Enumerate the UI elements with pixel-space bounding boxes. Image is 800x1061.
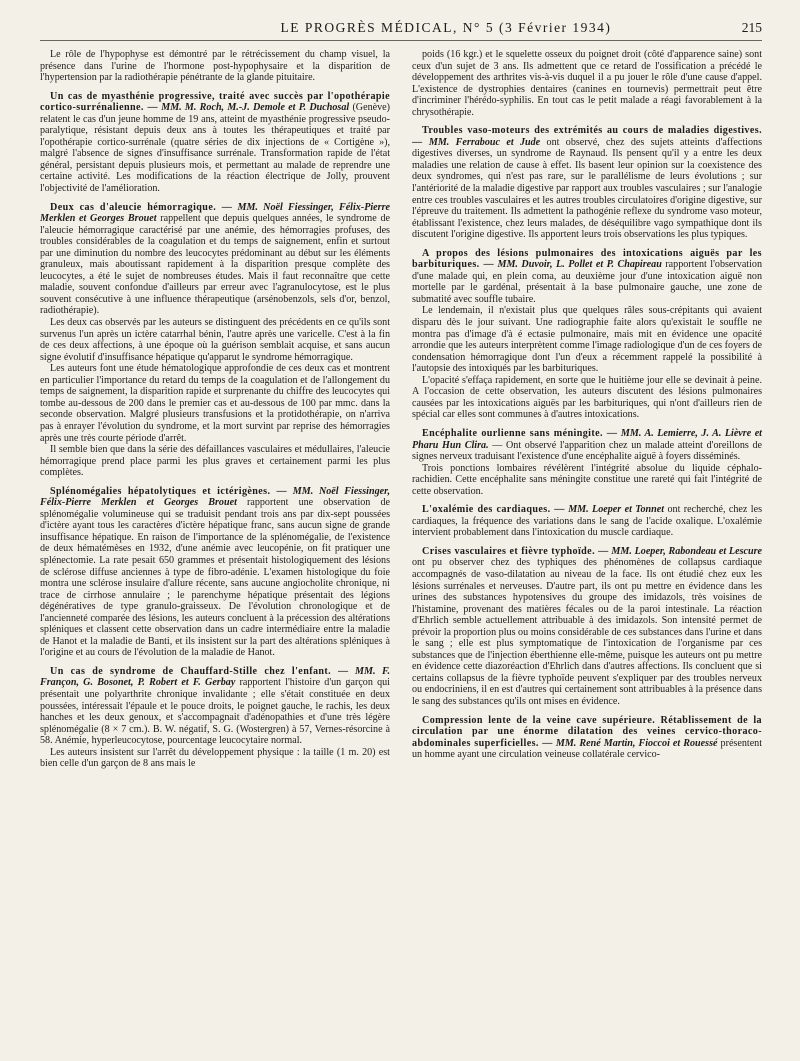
paragraph-text: ont recherché, chez les cardiaques, la fréquence des variations dans le sang de l'acide oxalique. L'oxalémie intervient probablement dans l'intoxication du muscle cardiaque. — [412, 504, 763, 539]
article-paragraph — [412, 49, 762, 118]
article-title: Compression lente de la veine cave supérieure. Rétablissement de la circulation par une énorme dilatation des veines cervico-thoraco-abdominales superficielles. — — [412, 714, 762, 749]
paragraph-text: L'opacité s'effaça rapidement, en sorte que le huitième jour elle se devinait à peine. A l'occasion de cette observation, les auteurs discutent des lésions pulmonaires causées par les intoxications aiguës par les barbituriques, qui n'ont d'ailleurs rien de spécial car elles sont communes à d'autres intoxications. — [412, 374, 762, 421]
article-title: L'oxalémie des cardiaques. — — [422, 504, 565, 516]
article-title: Un cas de myasthénie progressive, traité avec succès par l'opothérapie cortico-surrénalienne. — — [40, 90, 390, 114]
paragraph-text: ont pu observer chez des typhiques des phénomènes de collapsus cardiaque accompagnés de vaso-dilatation au niveau de la face. Ils ont étudié chez eux les lésions surrénales et nerveuses. D'autre part, ils ont pu mettre en évidence dans les urines des substances hypotensives du groupe des imidazols, très voisines de l'histamine, provenant des matières fécales ou de la paroi intestinale. La réaction d'Ehrlich semble actuellement attribuable à des imidazols. Son intensité permet de prévoir la proportion plus ou moins considérable de ces substances dans l'urine et dans le sang ; elle est plus symptomatique de l'intoxication de l'organisme par ces substances que de l'injection éberthienne elle-même, puisque les auteurs ont pu mettre en évidence cette diazoréaction d'Ehrlich dans d'autres affections. Ils concluent que si certains collapsus de la fièvre typhoïde peuvent s'expliquer par des troubles nerveux ou endocriniens, il en est d'autres qui certainement sont attribuables à la présence dans le sang des substances qu'ils ont mises en évidence. — [412, 557, 762, 707]
article-title: Un cas de syndrome de Chauffard-Stille chez l'enfant. — — [50, 665, 349, 677]
article-authors: MM. F. Françon, G. Bosonet, P. Robert et F. Gerbay — [40, 665, 390, 689]
paragraph-text: présentent un homme ayant une circulation veineuse collatérale cervico- — [412, 737, 763, 761]
paragraph-text: Les auteurs font une étude hématologique approfondie de ces deux cas et montrent en particulier l'importance du retard du temps de la coagulation et de l'allongement du temps de saignement, la disparition rapide et surprenante du chiffre des leucocytes qui tombe au-dessous de 200 dans le premier cas et au-dessous de 100 par mmc. dans la seconde observation. Malgré plusieurs transfusions et la protidothérapie, on n'arriva pas à enrayer l'évolution du syndrome, et la mort survint par reprise des hémorragies après une très courte période d'arrêt. — [40, 363, 390, 444]
article-title: Splénomégalies hépatolytiques et ictérigènes. — — [50, 485, 288, 497]
article-paragraph — [40, 486, 390, 659]
article-oxalemie — [412, 504, 762, 539]
article-paragraph — [412, 715, 762, 761]
text-columns — [40, 49, 762, 777]
article-authors: MM. A. Lemierre, J. A. Lièvre et Pharu Hun Clira. — [412, 427, 762, 451]
article-vaso-moteurs — [412, 125, 762, 240]
article-title: Crises vasculaires et fièvre typhoïde. — — [422, 545, 609, 557]
paragraph-text: poids (16 kgr.) et le squelette osseux du poignet droit (côté d'apparence saine) sont ceux d'un sujet de 3 ans. Ils admettent que ce retard de l'ossification a précédé le développement des arthrites vis-à-vis duquel il a pu jouer le rôle d'une cause d'appel. L'existence de dystrophies dentaires (canines en tournevis) permettrait peut être d'incriminer l'hérédo-syphilis. En tout cas le petit malade a réagi favorablement à la chrysothérapie. — [412, 49, 762, 118]
article-splenomegalies — [40, 486, 390, 659]
article-veine-cave — [412, 715, 762, 761]
paragraph-text: Le rôle de l'hypophyse est démontré par le rétrécissement du champ visuel, la présence dans l'urine de l'hormone post-hypophysaire et la disparition de l'hypertension par la radiothérapie pénétrante de la glande pituitaire. — [40, 49, 390, 84]
article-title: A propos des lésions pulmonaires des intoxications aiguës par les barbituriques. — — [412, 247, 762, 271]
article-typhoide — [412, 546, 762, 708]
article-title: Encéphalite ourlienne sans méningite. — — [422, 427, 618, 439]
article-myasthenie — [40, 91, 390, 195]
article-encephalite — [412, 428, 762, 497]
article-paragraph — [40, 91, 390, 195]
article-authors: MM. Loeper, Rabondeau et Lescure — [611, 545, 762, 557]
paragraph-text: — Ont observé l'apparition chez un malade atteint d'oreillons de signes nerveux traduisant l'existence d'une encéphalite aiguë à foyers disséminés. — [412, 439, 762, 463]
journal-header-title: LE PROGRÈS MÉDICAL, N° 5 (3 Février 1934) — [280, 20, 612, 35]
page-number: 215 — [741, 20, 762, 35]
paragraph-text: rapportent l'histoire d'un garçon qui présentait une polyarthrite chronique invalidante ; elle s'était constituée en deux poussées, intéressait l'épaule et le pouce droits, le poignet gauche, le rachis, les deux hanches et les deux genoux, et s'accompagnait d'adénopathies et d'une très légère splénomégalie (8 × 7 cm.). B. W. négatif, S. G. (Wostergren) à 57, Vernes-résorcine à 58. Anémie, hyperleucocytose, pourcentage leucocytaire normal. — [40, 677, 390, 747]
paragraph-text: (Genève) relatent le cas d'un jeune homme de 19 ans, atteint de myasthénie progressive pseudo-paralytique, résistant depuis deux ans à toutes les thérapeutiques et traité par l'opothérapie cortico-surrénale (quatre séries de dix injections de « Cortigène »), malgré l'absence de signes d'insuffisance surrénale. Transformation rapide de l'état général, persistant depuis plusieurs mois, et permettant au malade de reprendre une certaine activité. Les modifications de la réaction électrique de Jolly, prouvent l'objectivité de l'amélioration. — [40, 102, 390, 195]
running-head — [40, 18, 762, 41]
article-authors: MM. Noël Fiessinger, Félix-Pierre Merklen et Georges Brouet — [40, 485, 390, 509]
article-paragraph — [40, 666, 390, 747]
article-paragraph — [412, 248, 762, 306]
paragraph-text: Les deux cas observés par les auteurs se distinguent des précédents en ce qu'ils sont survenus l'un après un ictère catarrhal bénin, l'autre après une varicelle. C'est à la fin de ces deux affections, à une époque où la guérison semblait acquise, et sans aucun signe évolutif d'insuffisance hépatique qu'apparut le syndrome hémorragique. — [40, 317, 390, 363]
paragraph-text: Il semble bien que dans la série des défaillances vasculaires et médullaires, l'aleucie hémorragique prend place parmi les plus graves et certainement parmi les plus complètes. — [40, 444, 390, 479]
article-suite — [412, 49, 762, 118]
article-paragraph — [40, 49, 390, 84]
article-authors: MM. M. Roch, M.-J. Demole et P. Duchosal — [161, 102, 350, 114]
paragraph-text: rappellent que depuis quelques années, le syndrome de l'aleucie hémorragique caractérisé par une anémie, des hémorragies profuses, des troubles considérables de la coagulation et du temps de saignement, enfin et surtout par une diminution du nombre des leucocytes prédominant au début sur les éléments granuleux, mais aboutissant rapidement à la disparition presque complète des leucocytes, a été le sujet de nombreuses études. Mais il faut reconnaître que cette maladie, souvent confondue d'ailleurs par erreur avec l'agranulocytose, est le plus souvent consécutive à une influence thérapeutique (arsénobenzols, sels d'or, benzol, radiothérapie). — [40, 213, 390, 317]
article-paragraph — [412, 375, 762, 421]
article-barbituriques — [412, 248, 762, 421]
article-paragraph — [412, 305, 762, 374]
paragraph-text: rapportent l'observation d'une malade qui, en plein coma, au deuxième jour d'une intoxication aiguë non mortelle par le gardénal, présentait à la base pulmonaire gauche, une zone de submatité avec souffle tubaire. — [412, 259, 762, 305]
right-column — [412, 49, 762, 777]
article-paragraph — [40, 317, 390, 363]
article-authors: MM. Noël Fiessinger, Félix-Pierre Merklen et Georges Brouet — [40, 201, 390, 225]
article-chauffard — [40, 666, 390, 770]
article-authors: MM. René Martin, Fioccoi et Rouessé — [555, 737, 718, 749]
paragraph-text: rapportent une observation de splénomégalie volumineuse qui se traduisit pendant trois ans par dix-sept poussées d'ictère ayant tous les caractères d'ictère hépatique franc, sans aucun signe de grande insuffisance hépatique. En raison de l'importance de la splénomégalie, de l'existence de deux hématémèses en 1932, d'une anémie avec leucopénie, on fit pratiquer une splénectomie. La rate pesait 650 grammes et présentait histologiquement des lésions de sclérose diffuse anciennes à type de fibro-adénie. L'examen histologique du foie montra une sclérose insulaire d'allure récente, sans aucune angiocholite chronique, ni trace de cirrhose annulaire ; le parenchyme hépatique présentait des légions dégénératives de type granulo-graisseux. De l'évolution chronologique et de l'ancienneté comparée des lésions, les auteurs concluent à la précession des altérations spléniques et classent cette observation dans un cadre intermédiaire entre la maladie de Hanot et la maladie de Banti, et ils insistent sur la part des altérations spléniques à l'origine et au cours de l'évolution de la maladie de Hanot. — [40, 497, 390, 659]
article-paragraph — [412, 504, 762, 539]
article-paragraph — [40, 363, 390, 444]
paragraph-text: ont observé, chez des sujets atteints d'affections digestives diverses, un syndrome de Raynaud. Ils pensent qu'il y a entre les deux maladies une relation de cause à effet. Ils basent leur opinion sur la coexistence des deux syndromes, qui n'est pas rare, sur le parallélisme de leurs évolutions ; sur l'antériorité de la maladie digestive par rapport aux troubles vasculaires ; sur l'analogie entre ces troubles vasculaires et les autres troubles circulatoires d'origine digestive, sur l'épreuve du traitement. Ils admettent la pathogénie reflexe du syndrome vaso moteur, établissant l'existence, chez leurs malades, de déséquilibre vago sympathique dont ils discutent l'origine digestive. Ils apportent leurs trois observations les plus typiques. — [412, 136, 763, 241]
article-authors: MM. Loeper et Tonnet — [568, 504, 665, 516]
paragraph-text: Le lendemain, il n'existait plus que quelques râles sous-crépitants qui avaient disparu dès le jour suivant. Une radiographie faite alors qu'existait le souffle ne montra pas d'image d'à é ectasie pulmonaire, mais mit en évidence une opacité arrondie que les auteurs interprètent comme l'image radiologique d'un de ces foyers de condensation hémorragique dont l'un d'eux a récemment rappelé la possibilité à l'autopsie des intoxiqués par les barbituriques. — [412, 305, 762, 375]
article-paragraph — [40, 444, 390, 479]
article-paragraph — [412, 546, 762, 708]
article-hypophyse — [40, 49, 390, 84]
article-paragraph — [412, 428, 762, 463]
article-aleucie — [40, 202, 390, 479]
article-title: Deux cas d'aleucie hémorragique. — — [50, 201, 233, 213]
left-column — [40, 49, 390, 777]
article-authors: MM. Duvoir, L. Pollet et P. Chapireau — [497, 259, 662, 271]
article-authors: MM. Ferrabouc et Jude — [428, 136, 541, 148]
article-paragraph — [40, 747, 390, 770]
article-title: Troubles vaso-moteurs des extrémités au cours de maladies digestives. — — [412, 125, 762, 148]
article-paragraph — [40, 202, 390, 317]
paragraph-text: Trois ponctions lombaires révélèrent l'intégrité absolue du liquide céphalo-rachidien. Cette encéphalite sans méningite constitue une rareté qui fait l'intégrité de cette observation. — [412, 462, 762, 497]
paragraph-text: Les auteurs insistent sur l'arrêt du développement physique : la taille (1 m. 20) est bien celle d'un garçon de 8 ans mais le — [40, 746, 390, 770]
article-paragraph — [412, 463, 762, 498]
article-paragraph — [412, 125, 762, 240]
